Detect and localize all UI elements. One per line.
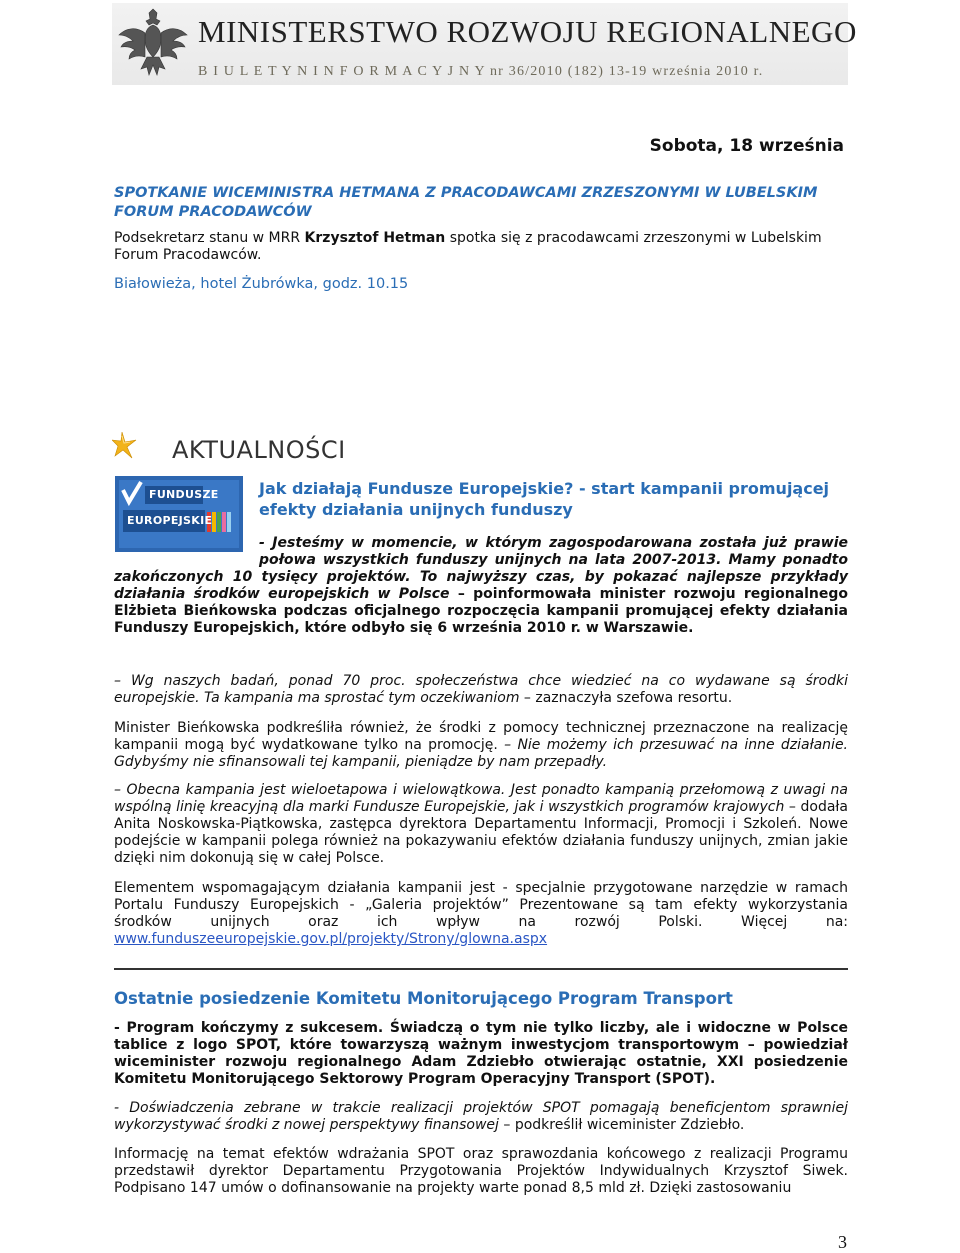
article1-title (259, 478, 848, 520)
article2-p1-rest: – podkreślił wiceminister Zdziebło. (498, 1117, 745, 1133)
article1-p4-text: Elementem wspomagającym działania kampanii jest - specjalnie przygotowane narzędzie w ramach Portalu Funduszy Europejskich - „Galeria projektów” Prezentowane są tam efekty wykorzystania środków unijnych oraz ich wpływ na rozwój Polski. Więcej na: (114, 880, 848, 930)
event-person: Krzysztof Hetman (304, 230, 446, 246)
bulletin-issue-line: B I U L E T Y N I N F O R M A C Y J N Y nr 36/2010 (182) 13-19 września 2010 r. (198, 64, 764, 79)
article2-lead: - Program kończymy z sukcesem. Świadczą o tym nie tylko liczby, ale i widoczne w Polsce tablice z logo SPOT, które towarzyszą ważnym inwestycjom transportowym – powiedział wiceminister rozwoju regionalnego Adam Zdziebło otwierając ostatnie, XXI posiedzenie Komitetu Monitorującego Sektorowy Program Operacyjny Transport (SPOT). (114, 1020, 848, 1087)
article1-title-bold: Jak działają Fundusze Europejskie? (259, 479, 574, 498)
section-divider (114, 968, 848, 970)
article1-title-rest: - start kampanii promującej efekty działania unijnych funduszy (259, 479, 830, 519)
event-desc-prefix: Podsekretarz stanu w MRR (114, 230, 305, 246)
article1-lead-italic: - Jesteśmy w momencie, w którym zagospodarowana została już prawie połowa wszystkich funduszy unijnych na lata 2007-2013. Mamy ponadto zakończonych 10 tysięcy projektów. (114, 535, 848, 585)
logo-text-fundusze: FUNDUSZE (149, 488, 219, 501)
article1-p3-italic: – Obecna kampania jest wieloetapowa i wielowątkowa. Jest ponadto kampanią przełomową z uwagi na wspólną linię kreacyjną dla marki Fundusze Europejskie, jak i wszystkich programów krajowych (114, 782, 848, 815)
article1-paragraph-1 (114, 673, 848, 707)
day-heading: Sobota, 18 września (649, 136, 844, 156)
event-description (114, 230, 848, 264)
article2-paragraph-2: Informację na temat efektów wdrażania SPOT oraz sprawozdania końcowego z realizacji Programu przedstawił dyrektor Departamentu Przygotowania Projektów Indywidualnych Krzysztof Siwek. Podpisano 147 umów o dofinansowanie na projekty warte ponad 8,5 mld zł. Dzięki zastosowaniu (114, 1146, 848, 1196)
article1-p1-rest: – zaznaczyła szefowa resortu. (519, 690, 733, 706)
event-desc-suffix: spotka się z pracodawcami zrzeszonymi w Lubelskim Forum Pracodawców. (114, 230, 822, 263)
article1-link[interactable]: www.funduszeeuropejskie.gov.pl/projekty/Strony/glowna.aspx (114, 931, 548, 947)
event-title: SPOTKANIE WICEMINISTRA HETMANA Z PRACODAWCAMI ZRZESZONYMI W LUBELSKIM FORUM PRACODAWCÓW (114, 185, 818, 220)
logo-float-spacer (114, 535, 259, 569)
article1-lead (114, 535, 848, 637)
ministry-title: MINISTERSTWO ROZWOJU REGIONALNEGO (198, 14, 857, 49)
polish-eagle-emblem (112, 3, 194, 83)
page-number: 3 (838, 1232, 847, 1252)
article1-paragraph-3 (114, 782, 848, 867)
article1-lead-italic-2: To najwyższy czas, by pokazać najlepsze przykłady działania środków europejskich w Polsce (114, 569, 848, 602)
article2-p1-italic: - Doświadczenia zebrane w trakcie realizacji projektów SPOT pomagają beneficjentom sprawniej wykorzystywać środki z nowej perspektywy finansowej (114, 1100, 848, 1133)
article2-title: Ostatnie posiedzenie Komitetu Monitorującego Program Transport (114, 989, 733, 1008)
event-location: Białowieża, hotel Żubrówka, godz. 10.15 (114, 276, 409, 292)
logo-text-europejskie: EUROPEJSKIE (127, 514, 213, 527)
article1-p3-rest: – dodała Anita Noskowska-Piątkowska, zastępca dyrektora Departamentu Informacji, Promocji i Szkoleń. Nowe podejście w kampanii polega również na pokazywaniu efektów działania funduszy unijnych, zmian jakie dzięki nim dokonują się w całej Polsce. (114, 799, 848, 866)
section-heading: AKTUALNOŚCI (172, 436, 346, 464)
star-icon (112, 432, 138, 460)
article1-paragraph-4 (114, 880, 848, 948)
article1-p1-italic: – Wg naszych badań, ponad 70 proc. społeczeństwa chce wiedzieć na co wydawane są środki europejskie. Ta kampania ma sprostać tym oczekiwaniom (114, 673, 848, 706)
article1-p2-text: Minister Bieńkowska podkreśliła również, że środki z pomocy technicznej przeznaczone na realizację kampanii mogą być wydatkowane tylko na promocję. (114, 720, 848, 753)
article1-lead-bold: – poinformowała minister rozwoju regionalnego Elżbieta Bieńkowska podczas oficjalnego rozpoczęcia kampanii promującej efekty działania Funduszy Europejskich, które odbyło się 6 września 2010 r. w Warszawie. (114, 586, 849, 636)
article1-p2-italic: – Nie możemy ich przesuwać na inne działanie. Gdybyśmy nie sfinansowali tej kampanii, pieniądze by nam przepadły. (114, 737, 849, 770)
article1-paragraph-2 (114, 720, 848, 771)
article2-paragraph-1 (114, 1100, 848, 1134)
